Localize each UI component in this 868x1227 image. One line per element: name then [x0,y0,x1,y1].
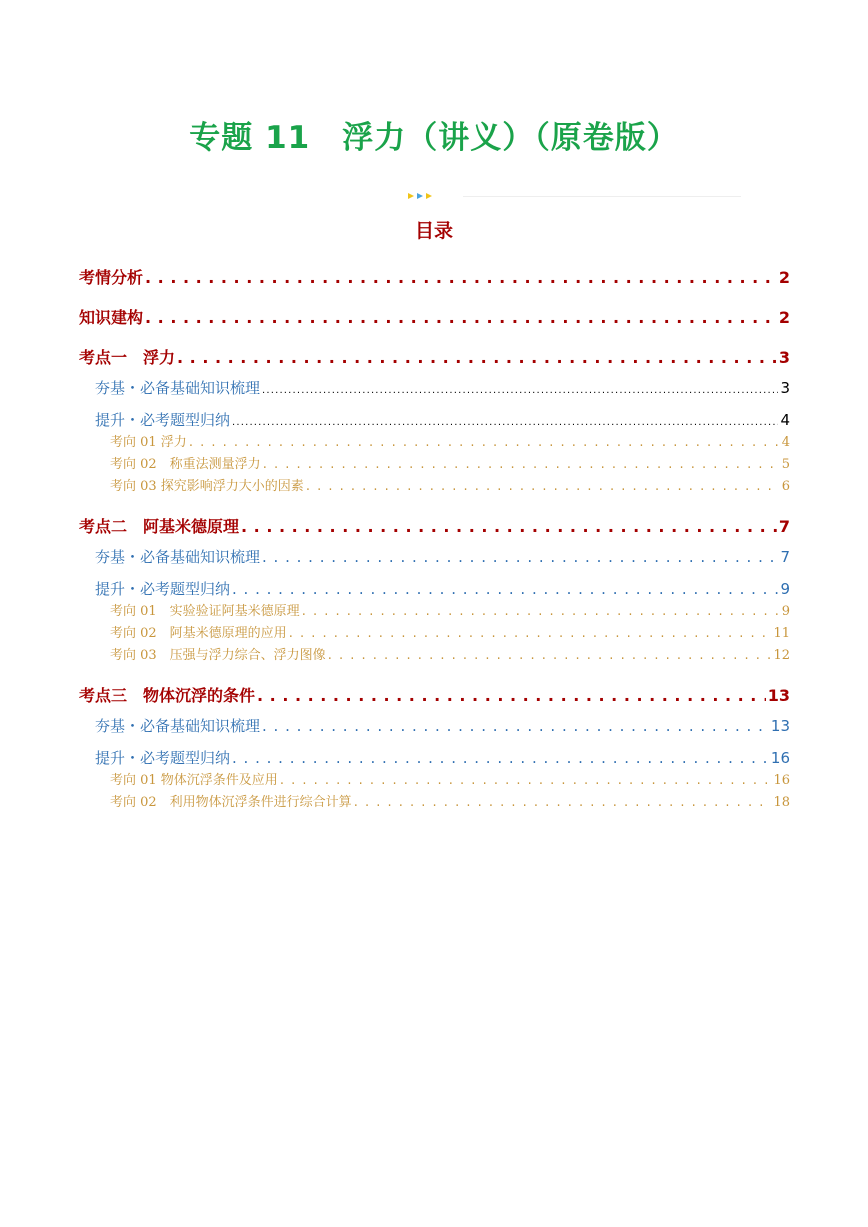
toc-entry-topic-3[interactable] [79,683,790,706]
toc-leader [262,717,769,735]
toc-entry-label: 考点一 浮力 [79,348,176,367]
toc-page-number: 9 [781,604,790,619]
toc-page-number: 11 [773,626,790,641]
toc-entry-topic-1-basics[interactable] [95,377,790,398]
toc-entry-label: 提升・必考题型归纳 [95,580,231,598]
toc-entry-label: 夯基・必备基础知识梳理 [95,717,261,735]
toc-leader [232,417,778,428]
toc-page-number: 18 [773,795,790,810]
toc-leader [232,580,778,598]
toc-page-number: 9 [780,580,790,598]
toc-page-number: 3 [778,348,790,367]
toc-leader [262,385,778,396]
toc-page-number: 4 [781,435,790,450]
toc-entry-label: 提升・必考题型归纳 [95,749,231,767]
toc-leader [189,435,780,450]
document-title: 专题 11 浮力（讲义）（原卷版） [189,120,679,156]
toc-entry-topic-2-dir-2[interactable] [110,622,790,641]
toc-entry-label: 考点三 物体沉浮的条件 [79,686,256,705]
toc-entry-topic-3-dir-1[interactable] [110,769,790,788]
toc-entry-label: 考向 03 探究影响浮力大小的因素 [110,479,304,494]
toc-leader [232,749,769,767]
toc-page-number: 12 [773,648,790,663]
toc-leader [289,626,772,641]
toc-page-number: 4 [780,411,790,429]
toc-leader [177,348,777,367]
toc-leader [241,517,777,536]
toc-entry-topic-1-problems[interactable] [95,409,790,430]
toc-leader [328,648,772,663]
toc-entry-label: 考向 03 压强与浮力综合、浮力图像 [110,648,326,663]
toc-entry-topic-2-dir-3[interactable] [110,644,790,663]
toc-leader [262,548,778,566]
toc-page-number: 13 [767,686,790,705]
toc-entry-label: 考情分析 [79,268,144,287]
toc-page-number: 2 [778,268,790,287]
toc-page-number: 2 [778,308,790,327]
toc-page-number: 5 [781,457,790,472]
toc-leader [145,268,777,287]
toc-page-number: 7 [780,548,790,566]
toc-entry-label: 考向 02 阿基米德原理的应用 [110,626,287,641]
toc-page-number: 7 [778,517,790,536]
toc-entry-label: 考向 02 称重法测量浮力 [110,457,261,472]
toc-page-number: 16 [773,773,790,788]
toc-leader [354,795,772,810]
toc-entry-topic-1[interactable] [79,345,790,368]
toc-entry-label: 知识建构 [79,308,144,327]
toc-entry-topic-2-problems[interactable] [95,578,790,599]
toc-page-number: 13 [770,717,790,735]
toc-entry-label: 考向 01 浮力 [110,435,187,450]
toc-entry-label: 夯基・必备基础知识梳理 [95,548,261,566]
toc-heading: 目录 [414,220,453,242]
toc-entry-topic-2[interactable] [79,514,790,537]
toc-entry-topic-3-basics[interactable] [95,715,790,736]
title-divider [408,193,742,199]
toc-page-number: 6 [781,479,790,494]
toc-entry-topic-1-dir-2[interactable] [110,453,790,472]
toc-entry-topic-3-dir-2[interactable] [110,791,790,810]
toc-entry-label: 考向 01 物体沉浮条件及应用 [110,773,278,788]
toc-page-number: 3 [780,379,790,397]
toc-entry-topic-2-dir-1[interactable] [110,600,790,619]
toc-leader [263,457,780,472]
toc-entry-knowledge-structure[interactable] [79,305,790,328]
toc-leader [280,773,772,788]
toc-leader [306,479,780,494]
divider-arrow-icon [426,193,432,199]
toc-entry-label: 夯基・必备基础知识梳理 [95,379,261,397]
divider-arrow-icon [408,193,414,199]
toc-entry-topic-1-dir-3[interactable] [110,475,790,494]
toc-leader [257,686,766,705]
toc-entry-topic-2-basics[interactable] [95,546,790,567]
toc-entry-topic-3-problems[interactable] [95,747,790,768]
divider-line [463,196,741,197]
toc-leader [302,604,780,619]
toc-page-number: 16 [770,749,790,767]
toc-entry-label: 考向 01 实验验证阿基米德原理 [110,604,300,619]
toc-entry-label: 考点二 阿基米德原理 [79,517,240,536]
toc-entry-label: 考向 02 利用物体沉浮条件进行综合计算 [110,795,352,810]
toc-leader [145,308,777,327]
toc-entry-exam-analysis[interactable] [79,265,790,288]
divider-arrow-icon [417,193,423,199]
toc-entry-label: 提升・必考题型归纳 [95,411,231,429]
toc-entry-topic-1-dir-1[interactable] [110,431,790,450]
